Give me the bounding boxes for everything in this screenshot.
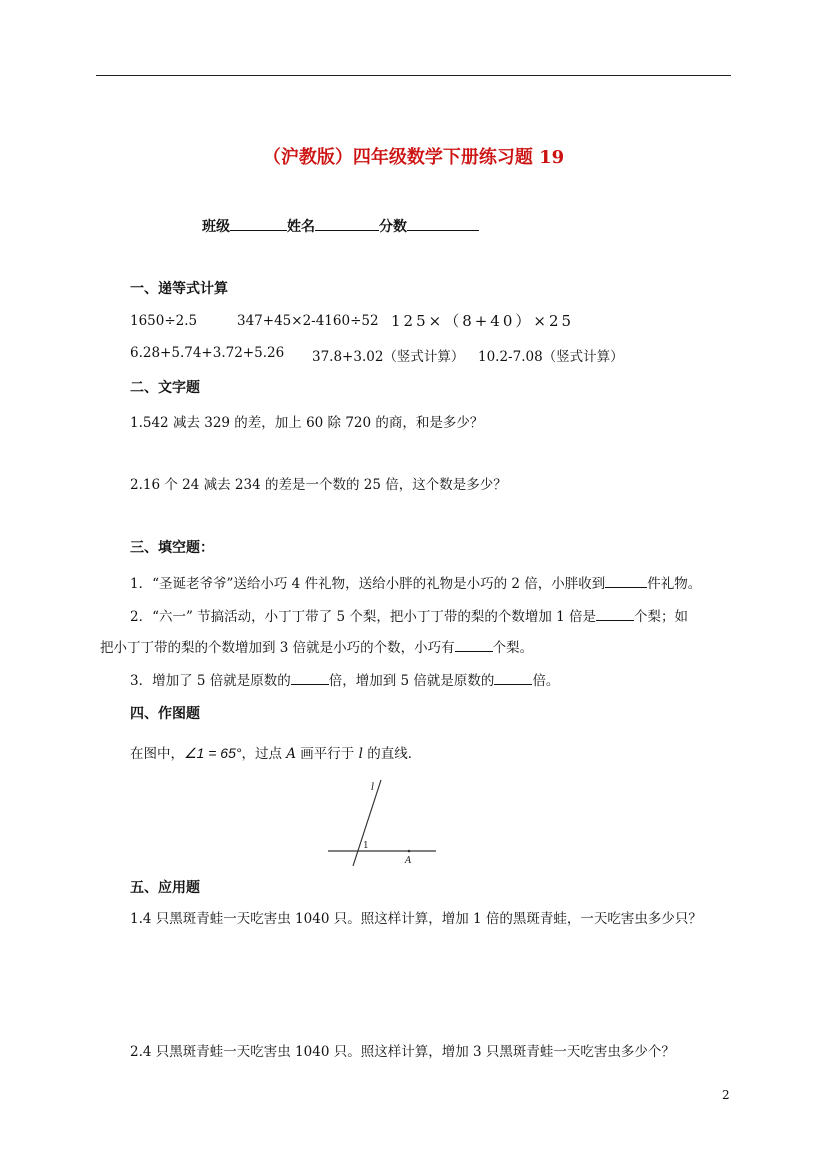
angle-1-label: 1 — [363, 841, 369, 851]
word-problem-2: 2.16 个 24 减去 234 的差是一个数的 25 倍，这个数是多少？ — [130, 477, 507, 493]
answer-blank[interactable] — [291, 670, 329, 685]
header-rule — [96, 75, 731, 76]
application-problem-2: 2.4 只黑斑青蛙一天吃害虫 1040 只。照这样计算，增加 3 只黑斑青蛙一天吃害虫多少个？ — [130, 1044, 675, 1060]
class-blank[interactable] — [230, 216, 287, 231]
answer-blank[interactable] — [596, 606, 634, 621]
point-a-label: A — [405, 856, 412, 866]
fill-question-3: 3．增加了 5 倍就是原数的 倍，增加到 5 倍就是原数的 倍。 — [130, 669, 559, 689]
section5-heading: 五、应用题 — [130, 880, 200, 896]
section2-heading: 二、文字题 — [130, 380, 200, 396]
section3-heading: 三、填空题： — [130, 540, 214, 556]
word-problem-1: 1.542 减去 329 的差，加上 60 除 720 的商，和是多少？ — [130, 415, 484, 431]
section1-heading: 一、递等式计算 — [130, 281, 228, 297]
geometry-figure — [328, 776, 443, 870]
class-label: 班级 — [202, 219, 230, 235]
fill-question-1: 1．“圣诞老爷爷”送给小巧 4 件礼物，送给小胖的礼物是小巧的 2 倍，小胖收到 件礼物。 — [130, 572, 701, 592]
page-title: （沪教版）四年级数学下册练习题 19 — [262, 147, 565, 168]
line-l — [353, 780, 381, 866]
calc-item: 347+45×2-4160÷52 — [237, 313, 379, 329]
calc-item: 125×（8+40）×25 — [391, 312, 575, 330]
calc-item: 6.28+5.74+3.72+5.26 — [130, 345, 285, 361]
calc-item: 10.2-7.08（竖式计算） — [478, 349, 624, 365]
answer-blank[interactable] — [605, 573, 647, 588]
application-problem-1: 1.4 只黑斑青蛙一天吃害虫 1040 只。照这样计算，增加 1 倍的黑斑青蛙，一天吃害虫多少只？ — [130, 911, 702, 927]
line-l-label: l — [371, 782, 375, 793]
point-a — [408, 850, 411, 853]
calc-item: 37.8+3.02（竖式计算） — [312, 349, 465, 365]
answer-blank[interactable] — [455, 637, 493, 652]
page-number: 2 — [722, 1088, 730, 1102]
name-blank[interactable] — [315, 216, 379, 231]
calc-item: 1650÷2.5 — [130, 313, 198, 329]
angle-expression: ∠1 = 65° — [184, 745, 242, 761]
score-label: 分数 — [379, 219, 407, 235]
section4-heading: 四、作图题 — [130, 706, 200, 722]
fill-question-2: 2．“六一” 节搞活动，小丁丁带了 5 个梨，把小丁丁带的梨的个数增加 1 倍是 个梨；如 — [130, 605, 688, 625]
score-blank[interactable] — [407, 216, 479, 231]
fill-question-2-cont: 把小丁丁带的梨的个数增加到 3 倍就是小巧的个数，小巧有 个梨。 — [100, 636, 533, 656]
answer-blank[interactable] — [494, 670, 532, 685]
drawing-instruction: 在图中，∠1 = 65°，过点 A 画平行于 l 的直线． — [130, 745, 422, 762]
student-info-line — [202, 216, 479, 236]
name-label: 姓名 — [287, 219, 315, 235]
